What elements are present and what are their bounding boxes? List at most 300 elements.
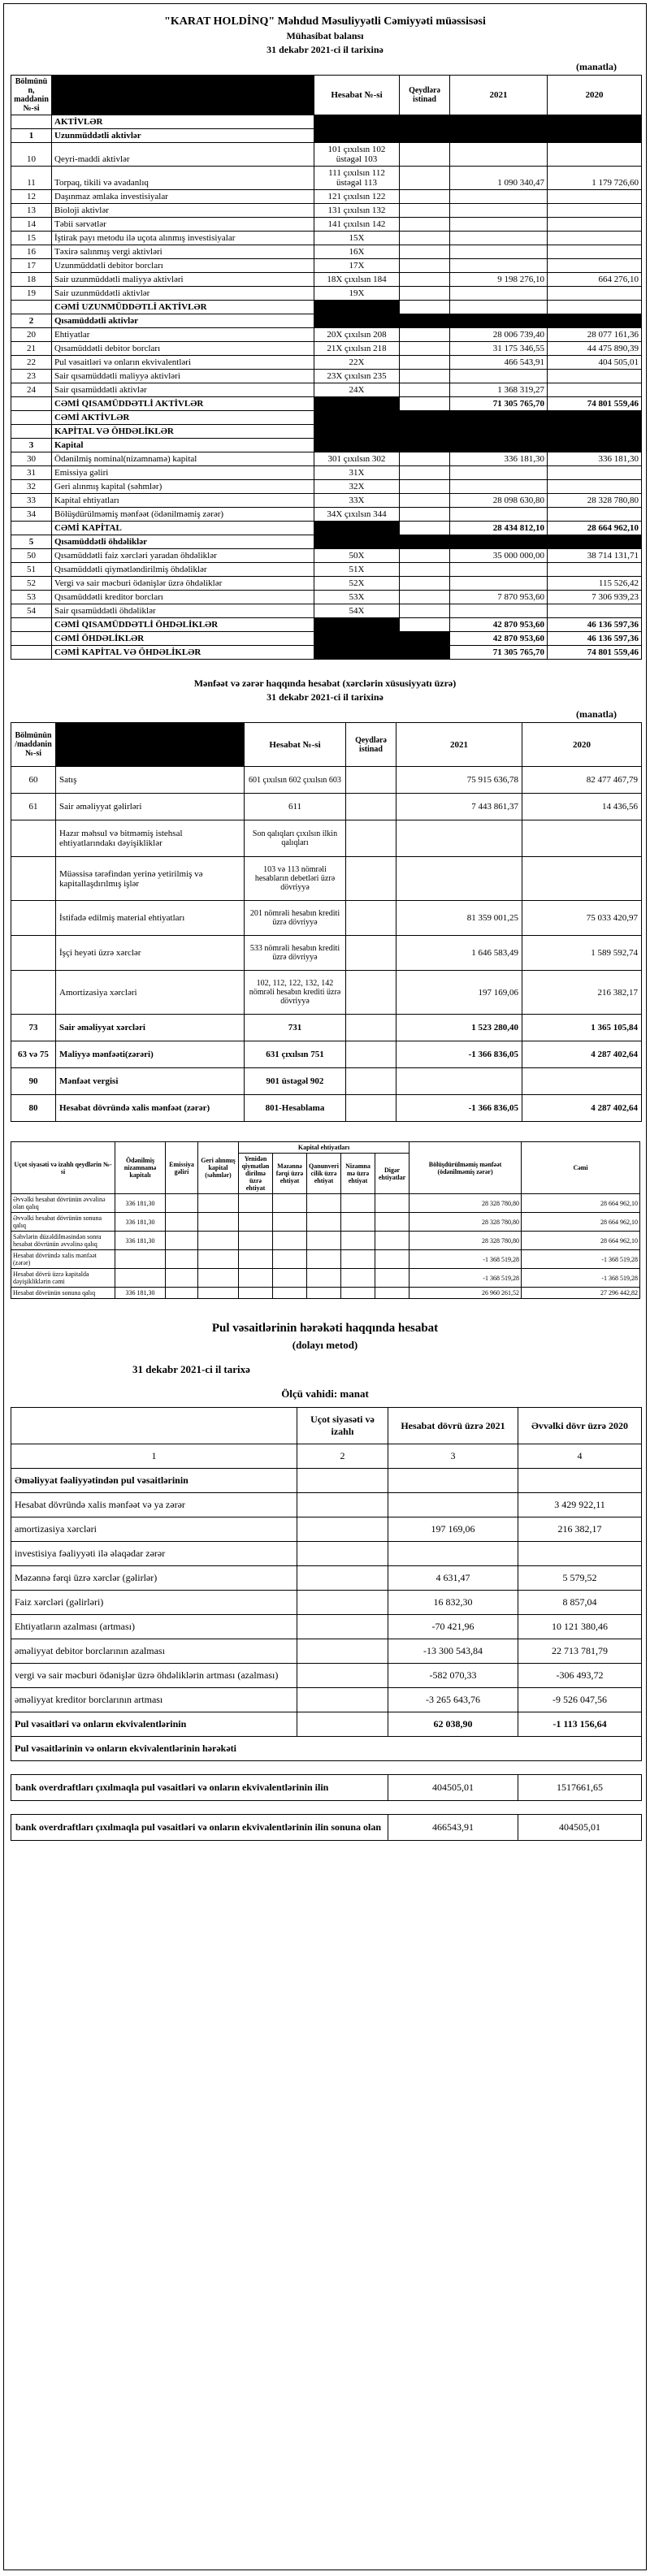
table-cell <box>400 646 450 660</box>
table-cell: 63 və 75 <box>11 1041 56 1068</box>
table-cell <box>239 1250 273 1269</box>
table-cell: Uzunmüddətli aktivlər <box>52 129 314 143</box>
balance-sheet-title: Mühasibat balansı <box>286 30 364 41</box>
table-cell <box>239 1232 273 1250</box>
table-cell: 4 <box>518 1444 642 1469</box>
table-cell: 50 <box>11 549 52 563</box>
table-cell: 1 179 726,60 <box>548 167 642 190</box>
table-row <box>11 1408 642 1444</box>
table-cell: Bölüşdürülməmiş mənfəət (ödənilməmiş zərər) <box>410 1142 522 1194</box>
table-cell: 62 038,90 <box>388 1712 518 1737</box>
table-cell: 28 328 780,80 <box>410 1213 522 1232</box>
table-cell <box>314 646 400 660</box>
table-cell <box>522 820 642 857</box>
table-cell <box>346 767 396 794</box>
table-row <box>11 1664 642 1688</box>
table-cell <box>450 245 548 259</box>
table-cell: 15X <box>314 232 400 245</box>
table-cell <box>11 301 52 314</box>
table-cell: Səhvlərin düzəldilməsindən sonra hesabat dövrünün əvvəlinə qalıq <box>11 1232 115 1250</box>
table-cell: Qeydlərə istinad <box>346 723 396 767</box>
table-cell: 51 <box>11 563 52 577</box>
table-cell: 24X <box>314 383 400 397</box>
table-cell: CƏMİ QISAMÜDDƏTLİ ÖHDƏLİKLƏR <box>52 618 314 632</box>
balance-sheet-table <box>11 75 642 660</box>
table-cell: Amortizasiya xərcləri <box>56 971 245 1015</box>
table-cell: Qısamüddətli debitor borcları <box>52 342 314 356</box>
table-row <box>11 383 642 397</box>
table-cell <box>400 425 450 439</box>
table-cell <box>548 143 642 167</box>
table-cell: bank overdraftları çıxılmaqla pul vəsaitləri və onların ekvivalentlərinin ilin sonuna olan <box>11 1815 388 1841</box>
table-cell: 22 <box>11 356 52 370</box>
table-cell <box>11 411 52 425</box>
table-cell: 2 <box>297 1444 388 1469</box>
table-cell: 301 çıxılsın 302 <box>314 452 400 466</box>
table-cell: 1 365 105,84 <box>522 1015 642 1041</box>
table-cell: Sair qısamüddətli aktivlər <box>52 383 314 397</box>
table-row <box>11 301 642 314</box>
table-cell <box>239 1288 273 1299</box>
table-cell: CƏMİ KAPİTAL <box>52 522 314 535</box>
table-cell <box>273 1288 307 1299</box>
table-cell: Qeydlərə istinad <box>400 76 450 115</box>
table-cell: CƏMİ QISAMÜDDƏTLİ AKTİVLƏR <box>52 397 314 411</box>
table-cell: Digər ehtiyatlar <box>375 1154 410 1194</box>
table-cell: Bölmünün, maddənin №-si <box>11 76 52 115</box>
table-row <box>11 439 642 452</box>
table-cell: 1 <box>11 129 52 143</box>
table-cell: 30 <box>11 452 52 466</box>
table-cell <box>314 425 400 439</box>
table-cell: 22X <box>314 356 400 370</box>
table-cell <box>450 411 548 425</box>
table-cell: 111 çıxılsın 112 üstəgəl 113 <box>314 167 400 190</box>
table-cell: 75 033 420,97 <box>522 901 642 936</box>
table-cell <box>297 1591 388 1615</box>
table-cell: CƏMİ AKTİVLƏR <box>52 411 314 425</box>
table-cell: 1 523 280,40 <box>396 1015 522 1041</box>
table-cell <box>375 1269 410 1288</box>
table-cell <box>548 232 642 245</box>
table-cell: 336 181,30 <box>115 1194 166 1213</box>
table-cell <box>400 494 450 508</box>
table-cell: Qısamüddətli aktivlər <box>52 314 314 328</box>
table-cell: Əvvəlki hesabat dövrünün sonuna qalıq <box>11 1213 115 1232</box>
table-cell <box>273 1213 307 1232</box>
table-cell: Pul vəsaitləri və onların ekvivalentlərinin <box>11 1712 297 1737</box>
table-cell <box>400 383 450 397</box>
table-cell: 2020 <box>522 723 642 767</box>
table-cell <box>346 971 396 1015</box>
table-cell: 1 646 583,49 <box>396 936 522 971</box>
table-cell <box>400 591 450 604</box>
table-cell <box>450 466 548 480</box>
table-cell: 32X <box>314 480 400 494</box>
table-cell <box>400 577 450 591</box>
table-cell: Hesabat dövrü üzrə kapitalda dəyişikliklərin cəmi <box>11 1269 115 1288</box>
table-row <box>11 190 642 204</box>
table-cell <box>11 971 56 1015</box>
table-cell: -70 421,96 <box>388 1615 518 1639</box>
table-row <box>11 1737 642 1761</box>
table-cell <box>548 383 642 397</box>
table-cell: 131 çıxılsın 132 <box>314 204 400 218</box>
table-cell <box>346 820 396 857</box>
table-row <box>11 76 642 115</box>
table-cell: 404505,01 <box>518 1815 642 1841</box>
table-cell <box>548 508 642 522</box>
table-cell: -1 368 519,28 <box>522 1269 640 1288</box>
table-cell: 2021 <box>450 76 548 115</box>
table-cell: 3 429 922,11 <box>518 1493 642 1517</box>
table-cell: 32 <box>11 480 52 494</box>
table-cell <box>450 480 548 494</box>
table-cell: 103 və 113 nömrəli hesabların debetləri üzrə dövriyyə <box>245 857 346 901</box>
table-cell: Qanunvericilik üzrə ehtiyat <box>307 1154 341 1194</box>
table-cell: 404505,01 <box>388 1775 518 1801</box>
table-cell: 216 382,17 <box>518 1517 642 1542</box>
table-row <box>11 1775 642 1801</box>
table-cell: 611 <box>245 794 346 820</box>
table-cell: Qısamüddətli öhdəliklər <box>52 535 314 549</box>
table-cell: 1 589 592,74 <box>522 936 642 971</box>
table-cell: Ödənilmiş nizamnamə kapitalı <box>115 1142 166 1194</box>
table-row <box>11 936 642 971</box>
table-cell <box>518 1542 642 1566</box>
table-cell: 82 477 467,79 <box>522 767 642 794</box>
table-cell <box>297 1493 388 1517</box>
table-cell <box>522 1068 642 1095</box>
table-cell <box>239 1194 273 1213</box>
table-cell <box>400 115 450 129</box>
table-cell <box>400 129 450 143</box>
table-cell <box>11 522 52 535</box>
table-cell: 28 328 780,80 <box>410 1194 522 1213</box>
table-cell <box>297 1712 388 1737</box>
table-row <box>11 129 642 143</box>
table-cell: bank overdraftları çıxılmaqla pul vəsaitləri və onların ekvivalentlərinin ilin <box>11 1775 388 1801</box>
table-cell: 61 <box>11 794 56 820</box>
table-cell <box>548 287 642 301</box>
cashflow-body <box>11 1408 642 1761</box>
table-cell: Təbii sərvətlər <box>52 218 314 232</box>
table-cell: 3 <box>11 439 52 452</box>
table-cell <box>450 314 548 328</box>
table-cell <box>375 1232 410 1250</box>
table-cell: 31 175 346,55 <box>450 342 548 356</box>
table-cell <box>297 1469 388 1493</box>
table-cell: 18X çıxılsın 184 <box>314 273 400 287</box>
table-cell <box>11 397 52 411</box>
table-cell: Sair uzunmüddətli maliyyə aktivləri <box>52 273 314 287</box>
table-cell: 18 <box>11 273 52 287</box>
table-cell <box>450 190 548 204</box>
table-cell <box>346 857 396 901</box>
table-cell <box>400 245 450 259</box>
table-cell <box>548 115 642 129</box>
table-cell: Hesabat dövründə xalis mənfəət (zərər) <box>56 1095 245 1122</box>
table-cell: 28 006 739,40 <box>450 328 548 342</box>
table-cell <box>314 129 400 143</box>
table-cell <box>375 1194 410 1213</box>
table-cell <box>522 857 642 901</box>
table-cell <box>198 1232 239 1250</box>
table-cell <box>400 259 450 273</box>
table-row <box>11 143 642 167</box>
table-row <box>11 577 642 591</box>
table-row <box>11 632 642 646</box>
table-cell <box>548 411 642 425</box>
table-cell <box>400 143 450 167</box>
table-cell: Qeyri-maddi aktivlər <box>52 143 314 167</box>
table-cell <box>400 273 450 287</box>
table-cell: 14 436,56 <box>522 794 642 820</box>
table-cell: -1 368 519,28 <box>410 1250 522 1269</box>
table-cell: 60 <box>11 767 56 794</box>
table-cell <box>307 1269 341 1288</box>
table-cell: Qısamüddətli qiymətləndirilmiş öhdəliklər <box>52 563 314 577</box>
table-cell <box>273 1250 307 1269</box>
table-cell: 17 <box>11 259 52 273</box>
table-cell: investisiya fəaliyyəti ilə əlaqədar zərər <box>11 1542 297 1566</box>
table-cell <box>375 1250 410 1269</box>
table-cell: 5 <box>11 535 52 549</box>
equity-changes-table <box>11 1141 640 1299</box>
table-cell: 28 664 962,10 <box>548 522 642 535</box>
table-cell <box>400 314 450 328</box>
table-row <box>11 1095 642 1122</box>
table-cell: 46 136 597,36 <box>548 618 642 632</box>
table-cell <box>11 632 52 646</box>
table-row <box>11 425 642 439</box>
table-row <box>11 646 642 660</box>
table-row <box>11 971 642 1015</box>
table-cell: Geri alınmış kapital (səhmlər) <box>198 1142 239 1194</box>
table-cell <box>548 204 642 218</box>
table-cell: 2021 <box>396 723 522 767</box>
table-cell <box>239 1269 273 1288</box>
balance-sheet-date: 31 dekabr 2021-ci il tarixinə <box>266 44 384 55</box>
table-row <box>11 342 642 356</box>
table-cell: -1 368 519,28 <box>522 1250 640 1269</box>
table-cell <box>307 1194 341 1213</box>
table-row <box>11 218 642 232</box>
table-cell <box>346 1068 396 1095</box>
table-cell <box>314 522 400 535</box>
table-cell: 1 <box>11 1444 297 1469</box>
table-cell: 71 305 765,70 <box>450 397 548 411</box>
table-cell: 53X <box>314 591 400 604</box>
table-cell: 21 <box>11 342 52 356</box>
table-cell <box>396 1068 522 1095</box>
table-row <box>11 370 642 383</box>
table-cell: 24 <box>11 383 52 397</box>
table-cell <box>400 411 450 425</box>
table-cell: 336 181,30 <box>115 1288 166 1299</box>
table-row <box>11 273 642 287</box>
table-cell: Sair qısamüddətli maliyyə aktivləri <box>52 370 314 383</box>
table-row <box>11 1639 642 1664</box>
table-cell: 51X <box>314 563 400 577</box>
income-statement-body <box>11 723 642 1122</box>
table-cell <box>297 1688 388 1712</box>
income-statement-table <box>11 722 642 1122</box>
table-cell: 28 098 630,80 <box>450 494 548 508</box>
table-cell: 16X <box>314 245 400 259</box>
table-cell <box>297 1664 388 1688</box>
table-cell: 9 198 276,10 <box>450 273 548 287</box>
table-cell: 336 181,30 <box>450 452 548 466</box>
table-cell <box>115 1269 166 1288</box>
table-cell: Uzunmüddətli debitor borcları <box>52 259 314 273</box>
table-cell: Mənfəət vergisi <box>56 1068 245 1095</box>
table-cell <box>11 820 56 857</box>
table-cell <box>346 1041 396 1068</box>
cashflow-box-closing-balance <box>11 1814 642 1841</box>
table-cell: 27 296 442,82 <box>522 1288 640 1299</box>
document-page <box>3 3 647 2570</box>
table-cell: 53 <box>11 591 52 604</box>
table-cell: Torpaq, tikili və avadanlıq <box>52 167 314 190</box>
table-cell: Maliyyə mənfəəti(zərəri) <box>56 1041 245 1068</box>
table-cell: Sair əməliyyat gəlirləri <box>56 794 245 820</box>
table-row <box>11 1615 642 1639</box>
table-cell: Hesabat dövrü üzrə 2021 <box>388 1408 518 1444</box>
table-row <box>11 452 642 466</box>
table-row <box>11 1269 640 1288</box>
table-cell: Vergi və sair məcburi ödənişlər üzrə öhdəliklər <box>52 577 314 591</box>
table-cell: 74 801 559,46 <box>548 397 642 411</box>
cashflow-date: 31 dekabr 2021-ci il tarixə <box>132 1363 250 1375</box>
table-cell: 34 <box>11 508 52 522</box>
table-cell: Hesabat dövründə xalis mənfəət və ya zərər <box>11 1493 297 1517</box>
table-cell: 533 nömrəli hesabın krediti üzrə dövriyyə <box>245 936 346 971</box>
table-cell <box>297 1639 388 1664</box>
cashflow-box2-body <box>11 1815 642 1841</box>
table-cell: 80 <box>11 1095 56 1122</box>
table-cell: Təxirə salınmış vergi aktivləri <box>52 245 314 259</box>
table-cell: -1 368 519,28 <box>410 1269 522 1288</box>
table-cell <box>548 563 642 577</box>
table-cell: 42 870 953,60 <box>450 632 548 646</box>
table-row <box>11 901 642 936</box>
table-cell: 466543,91 <box>388 1815 518 1841</box>
table-cell <box>273 1232 307 1250</box>
table-cell: 31 <box>11 466 52 480</box>
table-row <box>11 1469 642 1493</box>
table-cell: 1 368 319,27 <box>450 383 548 397</box>
table-cell: 28 328 780,80 <box>410 1232 522 1250</box>
table-cell: 7 870 953,60 <box>450 591 548 604</box>
table-cell: 15 <box>11 232 52 245</box>
table-cell <box>11 618 52 632</box>
table-cell <box>548 301 642 314</box>
table-cell <box>166 1269 198 1288</box>
table-cell: Sair qısamüddətli öhdəliklər <box>52 604 314 618</box>
table-cell <box>11 901 56 936</box>
table-cell: 75 915 636,78 <box>396 767 522 794</box>
table-row <box>11 1041 642 1068</box>
table-cell: -13 300 543,84 <box>388 1639 518 1664</box>
table-cell: 28 664 962,10 <box>522 1213 640 1232</box>
table-cell <box>307 1213 341 1232</box>
table-cell <box>307 1288 341 1299</box>
table-cell: 336 181,30 <box>115 1213 166 1232</box>
table-cell: 901 üstəgəl 902 <box>245 1068 346 1095</box>
table-row <box>11 245 642 259</box>
table-cell <box>548 425 642 439</box>
table-cell <box>450 129 548 143</box>
table-cell <box>400 328 450 342</box>
table-cell <box>548 314 642 328</box>
table-row <box>11 466 642 480</box>
table-cell: 201 nömrəli hesabın krediti üzrə dövriyyə <box>245 901 346 936</box>
table-cell <box>450 604 548 618</box>
cashflow-subtitle: (dolayı metod) <box>292 1339 358 1351</box>
table-cell: Uçot siyasəti və izahlı qeydlərin №-si <box>11 1142 115 1194</box>
table-cell: 16 <box>11 245 52 259</box>
table-row <box>11 356 642 370</box>
table-cell <box>11 857 56 901</box>
table-cell: 801-Hesablama <box>245 1095 346 1122</box>
table-cell: Bölüşdürülməmiş mənfəət (ödənilməmiş zərər) <box>52 508 314 522</box>
income-statement-section <box>11 678 639 1122</box>
table-cell <box>400 618 450 632</box>
table-cell <box>314 301 400 314</box>
table-cell <box>239 1213 273 1232</box>
table-cell: Sair əməliyyat xərcləri <box>56 1015 245 1041</box>
table-cell: 19X <box>314 287 400 301</box>
table-cell: 46 136 597,36 <box>548 632 642 646</box>
cashflow-title: Pul vəsaitlərinin hərəkəti haqqında hesabat <box>211 1322 439 1335</box>
table-cell: 74 801 559,46 <box>548 646 642 660</box>
table-cell: 101 çıxılsın 102 üstəgəl 103 <box>314 143 400 167</box>
cashflow-table <box>11 1407 642 1761</box>
table-cell: 90 <box>11 1068 56 1095</box>
table-cell: Əvvəlki hesabat dövrünün əvvəlinə olan qalıq <box>11 1194 115 1213</box>
table-cell <box>396 820 522 857</box>
table-cell: 141 çıxılsın 142 <box>314 218 400 232</box>
table-cell: Məzənnə fərqi üzrə xərclər (gəlirlər) <box>11 1566 297 1591</box>
table-cell: -306 493,72 <box>518 1664 642 1688</box>
table-cell: Sair uzunmüddətli aktivlər <box>52 287 314 301</box>
table-cell: 601 çıxılsın 602 çıxılsın 603 <box>245 767 346 794</box>
table-cell <box>346 794 396 820</box>
table-cell <box>450 287 548 301</box>
table-cell: Əməliyyat fəaliyyətindən pul vəsaitlərinin <box>11 1469 297 1493</box>
table-cell <box>400 439 450 452</box>
table-cell: Hesabat №-si <box>245 723 346 767</box>
table-cell: 11 <box>11 167 52 190</box>
table-row <box>11 1517 642 1542</box>
table-cell: 54 <box>11 604 52 618</box>
table-cell <box>548 604 642 618</box>
table-cell: 197 169,06 <box>388 1517 518 1542</box>
table-cell <box>314 314 400 328</box>
table-row <box>11 591 642 604</box>
table-cell: 13 <box>11 204 52 218</box>
table-cell: 50X <box>314 549 400 563</box>
table-cell <box>11 646 52 660</box>
table-cell <box>273 1269 307 1288</box>
table-cell <box>11 936 56 971</box>
table-cell <box>450 115 548 129</box>
table-cell <box>400 287 450 301</box>
table-cell: 20 <box>11 328 52 342</box>
table-cell <box>346 1015 396 1041</box>
table-cell: Geri alınmış kapital (səhmlər) <box>52 480 314 494</box>
